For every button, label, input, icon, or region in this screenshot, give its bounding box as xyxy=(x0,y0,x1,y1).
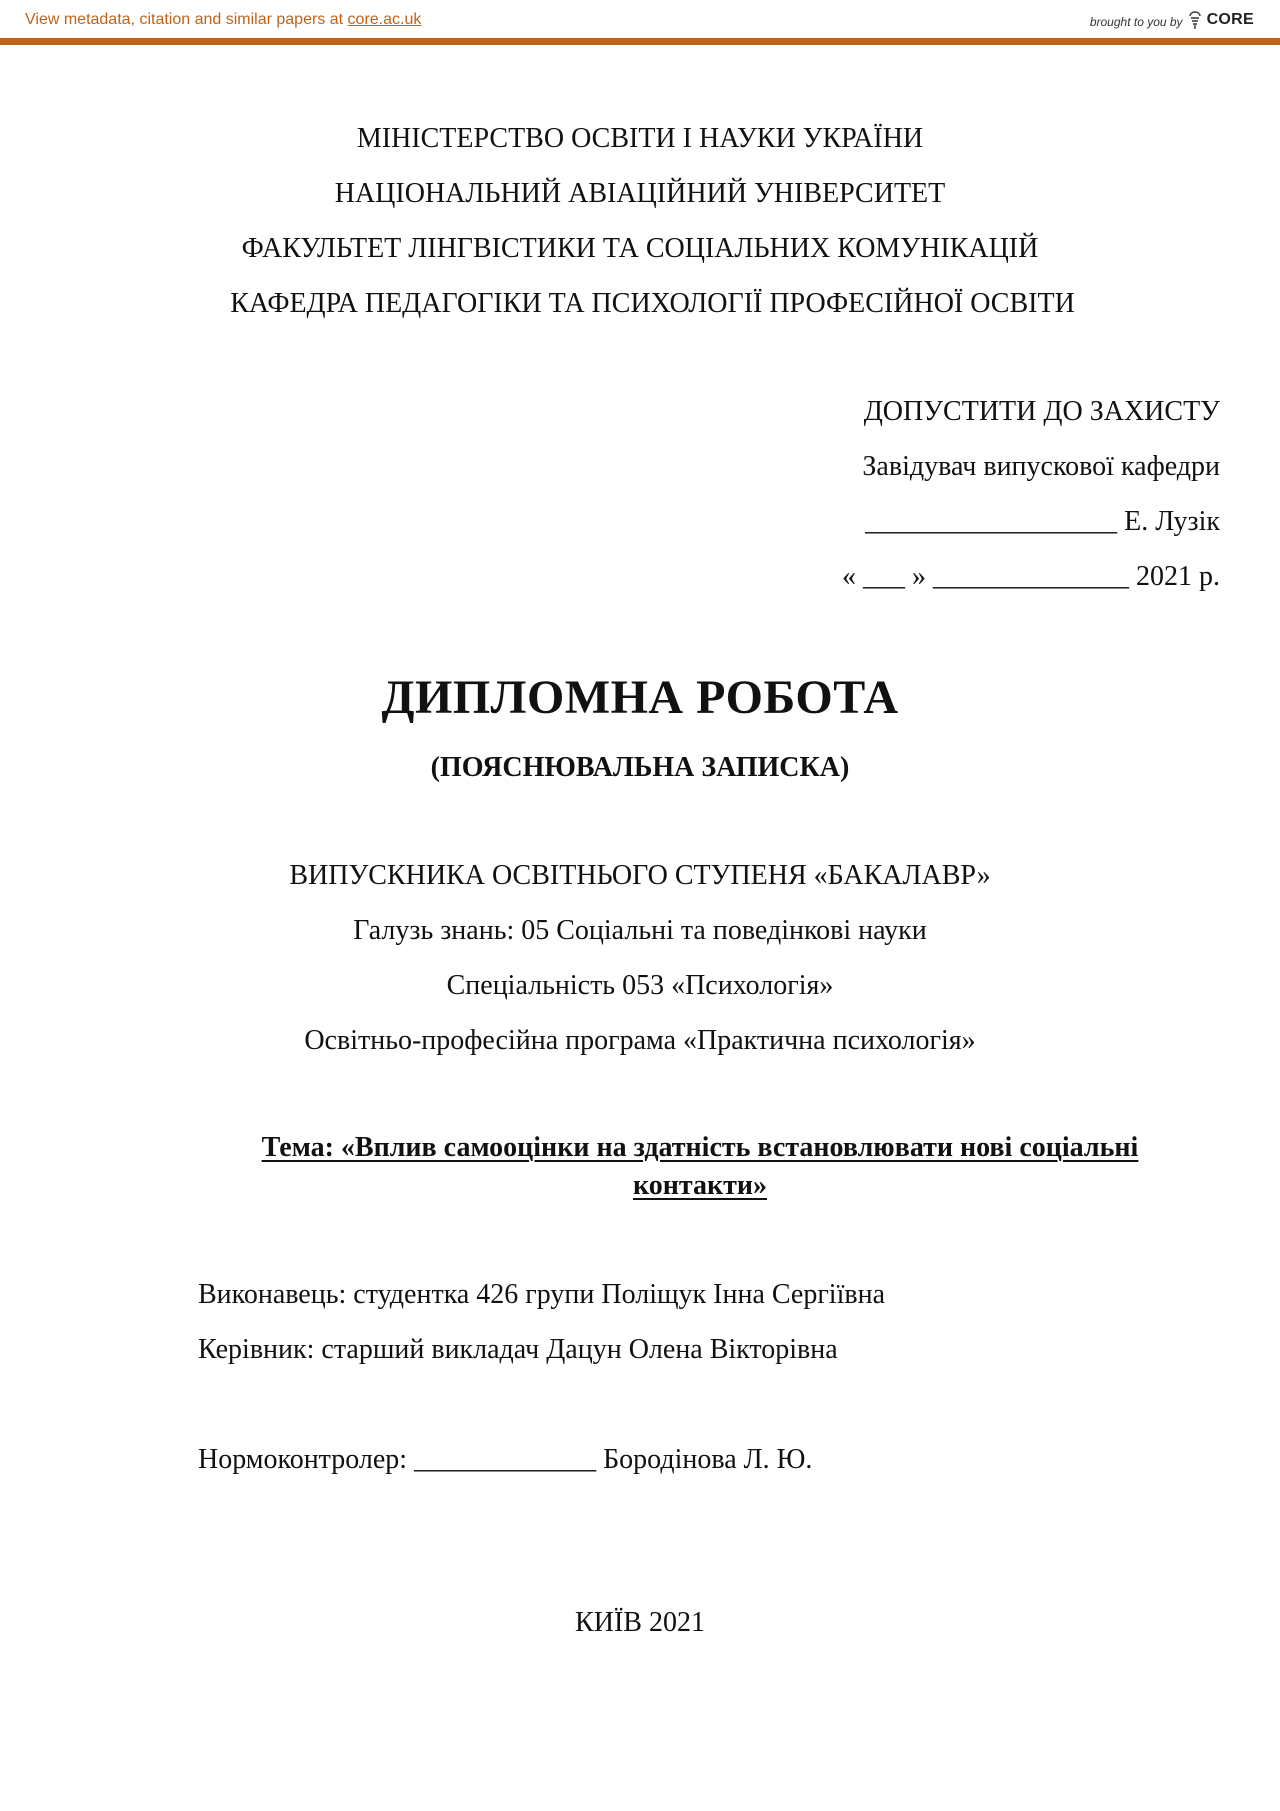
ministry-line: МІНІСТЕРСТВО ОСВІТИ І НАУКИ УКРАЇНИ xyxy=(356,123,924,154)
document-subtitle: (ПОЯСНЮВАЛЬНА ЗАПИСКА) xyxy=(430,752,850,783)
brought-by-core[interactable] xyxy=(1090,10,1254,30)
executor-line: Виконавець: студентка 426 групи Поліщук Інна Сергіївна xyxy=(198,1279,885,1310)
educational-program: Освітньо-професійна програма «Практична психологія» xyxy=(304,1025,976,1056)
head-of-department: Завідувач випускової кафедри xyxy=(862,451,1220,482)
supervisor-line: Керівник: старший викладач Дацун Олена Вікторівна xyxy=(198,1334,838,1365)
metadata-prefix: View metadata, citation and similar papers at xyxy=(25,11,348,28)
head-signature-line: __________________ Е. Лузік xyxy=(865,506,1220,537)
core-logo-icon xyxy=(1187,10,1203,30)
faculty-line: ФАКУЛЬТЕТ ЛІНГВІСТИКИ ТА СОЦІАЛЬНИХ КОМУНІКАЦІЙ xyxy=(241,233,1039,264)
core-banner xyxy=(0,0,1280,38)
core-metadata-link-text xyxy=(25,11,421,29)
core-ac-uk-link[interactable]: core.ac.uk xyxy=(347,11,422,28)
core-banner-rule xyxy=(0,38,1280,45)
city-year: КИЇВ 2021 xyxy=(575,1607,705,1638)
norm-controller-line: Нормоконтролер: _____________ Бородінова Л. Ю. xyxy=(198,1444,813,1475)
degree-level: ВИПУСКНИКА ОСВІТНЬОГО СТУПЕНЯ «БАКАЛАВР» xyxy=(289,860,991,891)
specialty: Спеціальність 053 «Психологія» xyxy=(446,970,834,1001)
university-line: НАЦІОНАЛЬНИЙ АВІАЦІЙНИЙ УНІВЕРСИТЕТ xyxy=(334,178,946,209)
thesis-topic-text: Тема: «Вплив самооцінки на здатність встановлювати нові соціальні контакти» xyxy=(261,1132,1139,1201)
field-of-knowledge: Галузь знань: 05 Соціальні та поведінкові науки xyxy=(353,915,927,946)
department-line: КАФЕДРА ПЕДАГОГІКИ ТА ПСИХОЛОГІЇ ПРОФЕСІЙНОЇ ОСВІТИ xyxy=(230,288,1075,319)
document-title: ДИПЛОМНА РОБОТА xyxy=(381,671,899,724)
brought-by-text: brought to you by xyxy=(1089,15,1183,29)
admit-to-defense: ДОПУСТИТИ ДО ЗАХИСТУ xyxy=(863,396,1220,427)
core-brand: CORE xyxy=(1206,11,1254,28)
thesis-topic xyxy=(225,1129,1175,1205)
approval-date-line: « ___ » ______________ 2021 р. xyxy=(842,561,1220,592)
